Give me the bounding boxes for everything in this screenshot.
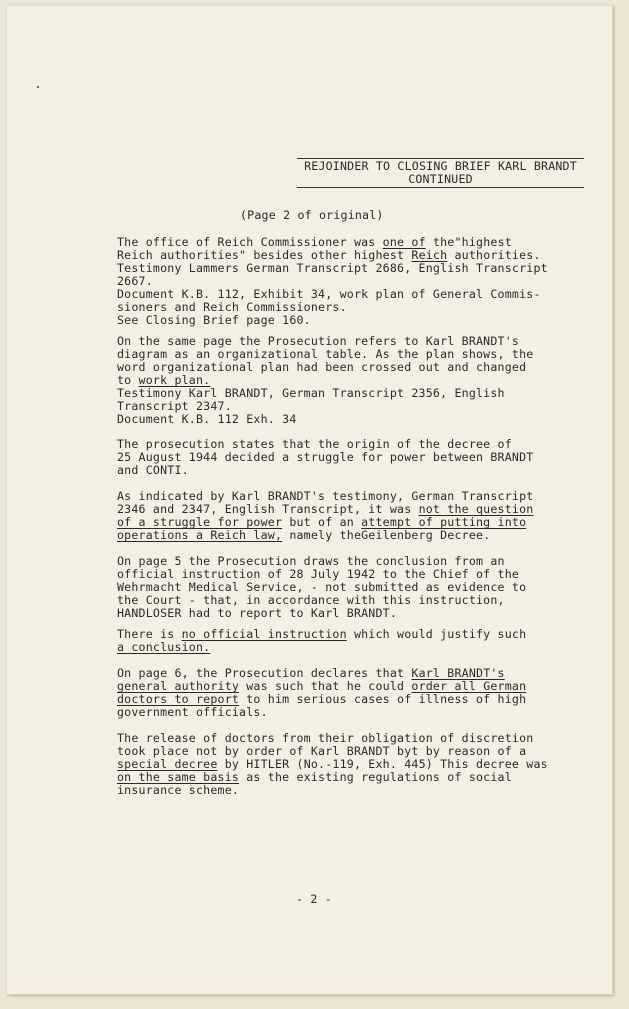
text-segment: There is — [117, 627, 182, 641]
text-segment: Document K.B. 112 Exh. 34 — [117, 412, 297, 426]
text-line — [117, 784, 587, 797]
underlined-text: Reich — [411, 248, 448, 262]
heading-subtitle: CONTINUED — [408, 172, 473, 186]
text-line — [117, 262, 587, 275]
text-segment: authorities. — [447, 248, 541, 262]
text-line — [117, 529, 587, 542]
text-segment: but of an — [282, 515, 362, 529]
document-heading — [297, 158, 584, 188]
text-segment: word organizational plan had been crossed out and changed — [117, 360, 527, 374]
text-segment: insurance scheme. — [117, 783, 240, 797]
page-number: - 2 - — [296, 892, 332, 906]
text-segment: On page 5 the Prosecution draws the conclusion from an — [117, 554, 505, 568]
text-segment: Wehrmacht Medical Service, - not submitted as evidence to — [117, 580, 527, 594]
text-segment: As indicated by Karl BRANDT's testimony, German Transcript — [117, 489, 534, 503]
paragraph-3 — [117, 438, 587, 477]
underlined-text: on the same basis — [117, 770, 240, 784]
text-segment: namely theGeilenberg Decree. — [282, 528, 491, 542]
paragraph-6 — [117, 628, 587, 654]
underlined-text: doctors to report — [117, 692, 240, 706]
text-segment: See Closing Brief page 160. — [117, 313, 311, 327]
underlined-text: a conclusion. — [117, 640, 211, 654]
paragraph-4 — [117, 490, 587, 542]
text-segment: by HITLER (No.-119, Exh. 445) This decree was — [217, 757, 548, 771]
text-segment: was such that he could — [239, 679, 412, 693]
text-segment: Transcript 2347. — [117, 399, 232, 413]
text-segment: diagram as an organizational table. As the plan shows, the — [117, 347, 534, 361]
text-segment: The office of Reich Commissioner was — [117, 235, 383, 249]
text-segment: Reich authorities" besides other highest — [117, 248, 412, 262]
text-segment: Document K.B. 112, Exhibit 34, work plan of General Commis- — [117, 287, 541, 301]
text-line — [117, 464, 587, 477]
paragraph-5 — [117, 555, 587, 620]
text-segment: official instruction of 28 July 1942 to the Chief of the — [117, 567, 520, 581]
text-segment: government officials. — [117, 705, 268, 719]
underlined-text: work plan. — [138, 373, 211, 387]
text-segment: sioners and Reich Commissioners. — [117, 300, 347, 314]
text-segment: Testimony Lammers German Transcript 2686, English Transcript — [117, 261, 548, 275]
paragraph-8 — [117, 732, 587, 797]
heading-title: REJOINDER TO CLOSING BRIEF KARL BRANDT — [304, 159, 577, 173]
text-line — [117, 706, 587, 719]
text-segment: On page 6, the Prosecution declares that — [117, 666, 412, 680]
text-segment: the Court - that, in accordance with this instruction, — [117, 593, 505, 607]
text-segment: The prosecution states that the origin of the decree of — [117, 437, 512, 451]
page-reference: (Page 2 of original) — [240, 208, 384, 222]
heading-bottom-rule — [297, 187, 584, 188]
paragraph-7 — [117, 667, 587, 719]
underlined-text: Karl BRANDT's — [411, 666, 505, 680]
text-segment: and CONTI. — [117, 463, 189, 477]
text-segment: the"highest — [425, 235, 512, 249]
text-segment: took place not by order of Karl BRANDT byt by reason of a — [117, 744, 527, 758]
paragraph-2 — [117, 335, 587, 426]
text-line — [117, 413, 587, 426]
underlined-text: special decree — [117, 757, 218, 771]
text-line — [117, 641, 587, 654]
text-segment: On the same page the Prosecution refers to Karl BRANDT's — [117, 334, 520, 348]
text-segment: to — [117, 373, 139, 387]
text-segment: 2667. — [117, 274, 153, 288]
text-line — [117, 314, 587, 327]
text-segment: to him serious cases of illness of high — [239, 692, 527, 706]
underlined-text: not the question — [418, 502, 534, 516]
underlined-text: operations a Reich law, — [117, 528, 283, 542]
text-segment: 25 August 1944 decided a struggle for power between BRANDT — [117, 450, 534, 464]
text-segment: HANDLOSER had to report to Karl BRANDT. — [117, 606, 398, 620]
underlined-text: of a struggle for power — [117, 515, 283, 529]
text-line — [117, 607, 587, 620]
text-segment: as the existing regulations of social — [239, 770, 512, 784]
paragraph-1 — [117, 236, 587, 327]
underlined-text: attempt of putting into — [361, 515, 527, 529]
text-segment: The release of doctors from their obligation of discretion — [117, 731, 534, 745]
underlined-text: no official instruction — [181, 627, 347, 641]
underlined-text: general authority — [117, 679, 240, 693]
text-segment: 2346 and 2347, English Transcript, it was — [117, 502, 419, 516]
underlined-text: order all German — [411, 679, 527, 693]
paper-speck — [37, 86, 39, 88]
text-segment: which would justify such — [346, 627, 527, 641]
underlined-text: one of — [382, 235, 426, 249]
text-segment: Testimony Karl BRANDT, German Transcript 2356, English — [117, 386, 505, 400]
